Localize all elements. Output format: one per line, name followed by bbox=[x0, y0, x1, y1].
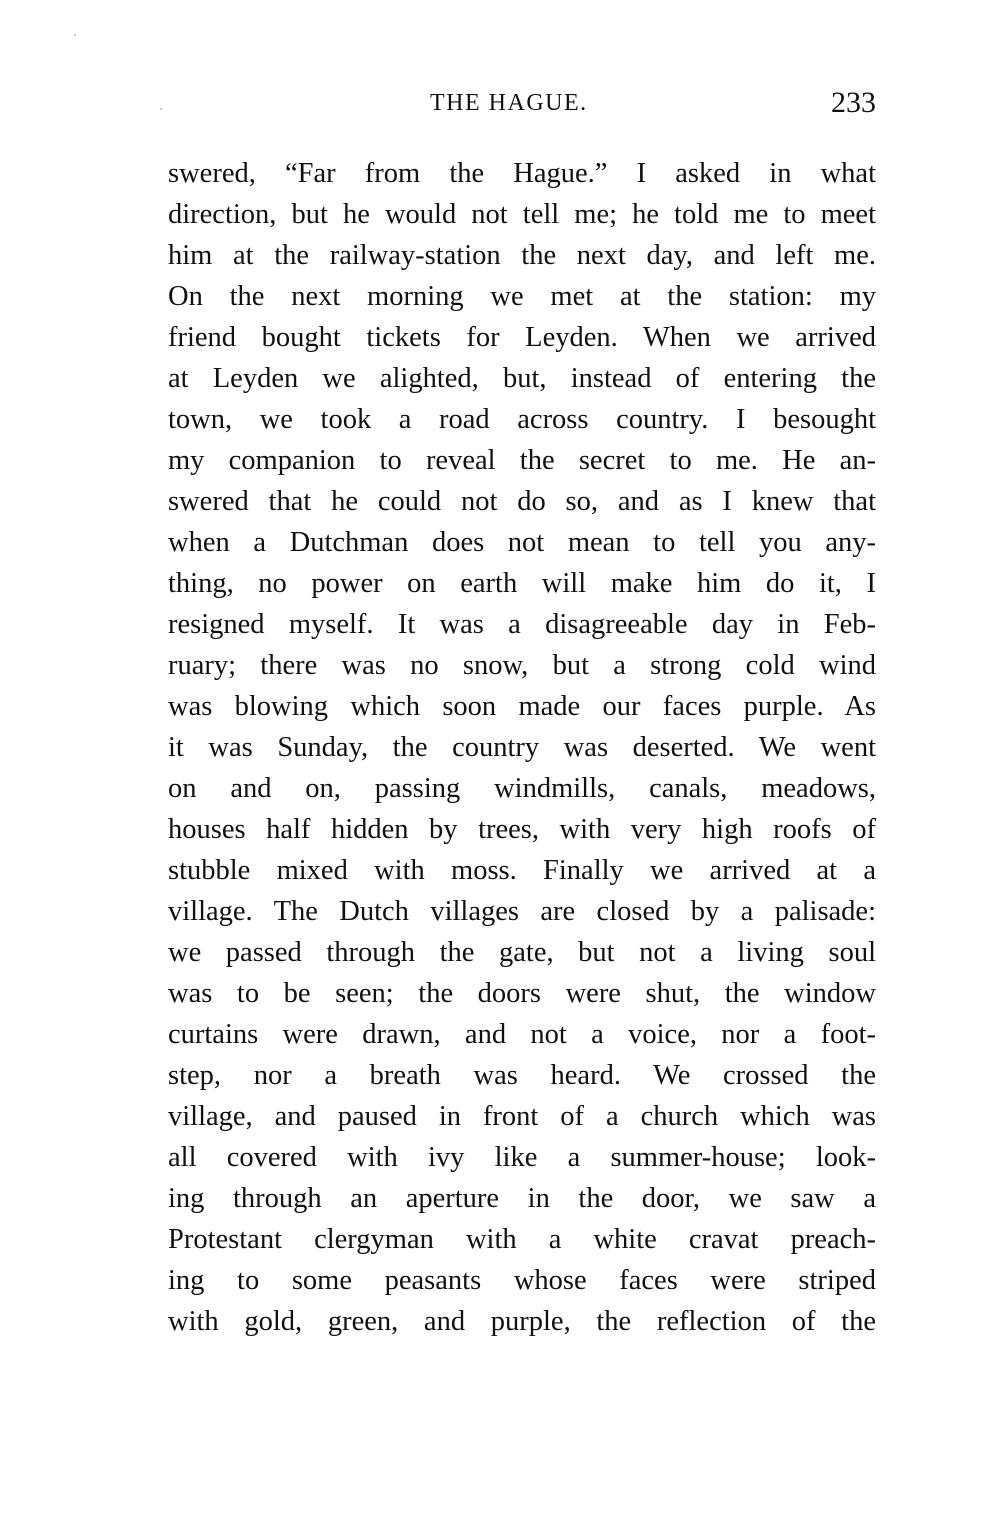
text-line: step, nor a breath was heard. We crossed the bbox=[168, 1060, 876, 1091]
text-line: village. The Dutch villages are closed by a palisade: bbox=[168, 896, 876, 927]
text-line: him at the railway-station the next day, and left me. bbox=[168, 240, 876, 271]
text-line: resigned myself. It was a disagreeable day in Feb- bbox=[168, 609, 876, 640]
text-line: was to be seen; the doors were shut, the window bbox=[168, 978, 876, 1009]
text-line: swered, “Far from the Hague.” I asked in what bbox=[168, 158, 876, 189]
text-line: friend bought tickets for Leyden. When we arrived bbox=[168, 322, 876, 353]
text-line: On the next morning we met at the station: my bbox=[168, 281, 876, 312]
text-line: swered that he could not do so, and as I knew that bbox=[168, 486, 876, 517]
text-line: my companion to reveal the secret to me. He an- bbox=[168, 445, 876, 476]
text-line: ruary; there was no snow, but a strong cold wind bbox=[168, 650, 876, 681]
paper-speck bbox=[74, 34, 76, 36]
text-line: with gold, green, and purple, the reflection of the bbox=[168, 1306, 876, 1337]
text-line: village, and paused in front of a church which was bbox=[168, 1101, 876, 1132]
text-line: ing to some peasants whose faces were striped bbox=[168, 1265, 876, 1296]
text-line: direction, but he would not tell me; he told me to meet bbox=[168, 199, 876, 230]
text-line: town, we took a road across country. I besought bbox=[168, 404, 876, 435]
paper-speck bbox=[160, 108, 162, 110]
text-line: thing, no power on earth will make him do it, I bbox=[168, 568, 876, 599]
text-line: houses half hidden by trees, with very high roofs of bbox=[168, 814, 876, 845]
text-line: stubble mixed with moss. Finally we arrived at a bbox=[168, 855, 876, 886]
page-header bbox=[168, 86, 876, 122]
text-line: we passed through the gate, but not a living soul bbox=[168, 937, 876, 968]
text-line: at Leyden we alighted, but, instead of entering the bbox=[168, 363, 876, 394]
text-line: ing through an aperture in the door, we saw a bbox=[168, 1183, 876, 1214]
running-head: THE HAGUE. bbox=[430, 90, 588, 116]
text-line: it was Sunday, the country was deserted. We went bbox=[168, 732, 876, 763]
text-line: all covered with ivy like a summer-house; look- bbox=[168, 1142, 876, 1173]
text-line: was blowing which soon made our faces purple. As bbox=[168, 691, 876, 722]
page-number: 233 bbox=[831, 86, 876, 119]
text-line: on and on, passing windmills, canals, meadows, bbox=[168, 773, 876, 804]
body-text bbox=[168, 153, 876, 1342]
text-line: when a Dutchman does not mean to tell you any- bbox=[168, 527, 876, 558]
text-line: Protestant clergyman with a white cravat preach- bbox=[168, 1224, 876, 1255]
text-line: curtains were drawn, and not a voice, nor a foot- bbox=[168, 1019, 876, 1050]
